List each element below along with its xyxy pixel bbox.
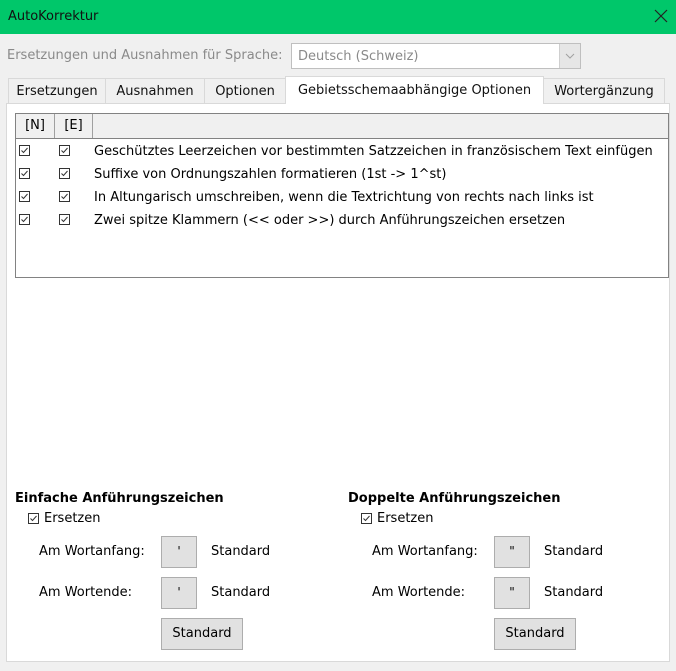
close-button[interactable] — [652, 7, 670, 25]
checkmark-icon — [20, 192, 29, 201]
language-select[interactable] — [291, 43, 581, 69]
window-title: AutoKorrektur — [8, 9, 99, 24]
dropdown-button[interactable] — [559, 44, 580, 68]
checkbox-e[interactable] — [59, 214, 70, 225]
double-start-label: Am Wortanfang: — [372, 544, 478, 559]
single-quotes-replace-label: Ersetzen — [44, 511, 101, 526]
double-quotes-replace-label: Ersetzen — [377, 511, 434, 526]
checkbox-e[interactable] — [59, 168, 70, 179]
single-quotes-replace-checkbox[interactable] — [28, 513, 39, 524]
checkmark-icon — [20, 215, 29, 224]
checkmark-icon — [60, 192, 69, 201]
tab-optionen[interactable]: Optionen — [204, 78, 286, 103]
list-item[interactable] — [16, 141, 668, 164]
checkmark-icon — [60, 169, 69, 178]
tab-ausnahmen[interactable]: Ausnahmen — [105, 78, 205, 103]
single-quotes-title: Einfache Anführungszeichen — [15, 491, 224, 506]
checkmark-icon — [60, 146, 69, 155]
double-default-button[interactable]: Standard — [494, 618, 576, 650]
list-item[interactable] — [16, 210, 668, 233]
list-header — [16, 114, 668, 139]
checkbox-n[interactable] — [19, 168, 30, 179]
chevron-down-icon — [560, 44, 580, 68]
single-start-label: Am Wortanfang: — [39, 544, 145, 559]
checkmark-icon — [60, 215, 69, 224]
option-text: In Altungarisch umschreiben, wenn die Textrichtung von rechts nach links ist — [94, 190, 594, 205]
checkbox-e[interactable] — [59, 191, 70, 202]
title-bar — [0, 0, 676, 34]
single-end-label: Am Wortende: — [39, 585, 133, 600]
double-quotes-title: Doppelte Anführungszeichen — [348, 491, 561, 506]
tab-ersetzungen[interactable]: Ersetzungen — [8, 78, 106, 103]
double-start-char-button[interactable]: " — [494, 536, 530, 568]
double-end-label: Am Wortende: — [372, 585, 466, 600]
option-text: Geschütztes Leerzeichen vor bestimmten Satzzeichen in französischem Text einfügen — [94, 144, 653, 159]
single-start-char-button[interactable]: ' — [161, 536, 197, 568]
options-list[interactable] — [15, 113, 669, 278]
column-header-n[interactable]: [N] — [16, 114, 55, 138]
option-text: Suffixe von Ordnungszahlen formatieren (1st -> 1^st) — [94, 167, 447, 182]
list-item[interactable] — [16, 187, 668, 210]
single-end-value: Standard — [211, 585, 271, 600]
double-end-value: Standard — [544, 585, 604, 600]
checkmark-icon — [29, 514, 38, 523]
language-label: Ersetzungen und Ausnahmen für Sprache: — [7, 48, 283, 63]
option-text: Zwei spitze Klammern (<< oder >>) durch Anführungszeichen ersetzen — [94, 213, 566, 228]
checkmark-icon — [362, 514, 371, 523]
double-end-char-button[interactable]: " — [494, 577, 530, 609]
checkbox-n[interactable] — [19, 214, 30, 225]
close-icon — [652, 7, 670, 25]
double-start-value: Standard — [544, 544, 604, 559]
checkbox-n[interactable] — [19, 145, 30, 156]
checkbox-e[interactable] — [59, 145, 70, 156]
double-quotes-replace-checkbox[interactable] — [361, 513, 372, 524]
single-default-button[interactable]: Standard — [161, 618, 243, 650]
list-item[interactable] — [16, 164, 668, 187]
language-value: Deutsch (Schweiz) — [298, 49, 419, 64]
checkmark-icon — [20, 169, 29, 178]
single-start-value: Standard — [211, 544, 271, 559]
checkbox-n[interactable] — [19, 191, 30, 202]
checkmark-icon — [20, 146, 29, 155]
tab-gebietsschema-optionen[interactable]: Gebietsschemaabhängige Optionen — [285, 76, 544, 104]
column-header-e[interactable]: [E] — [55, 114, 93, 138]
single-end-char-button[interactable]: ' — [161, 577, 197, 609]
tab-wortergaenzung[interactable]: Wortergänzung — [543, 78, 665, 103]
